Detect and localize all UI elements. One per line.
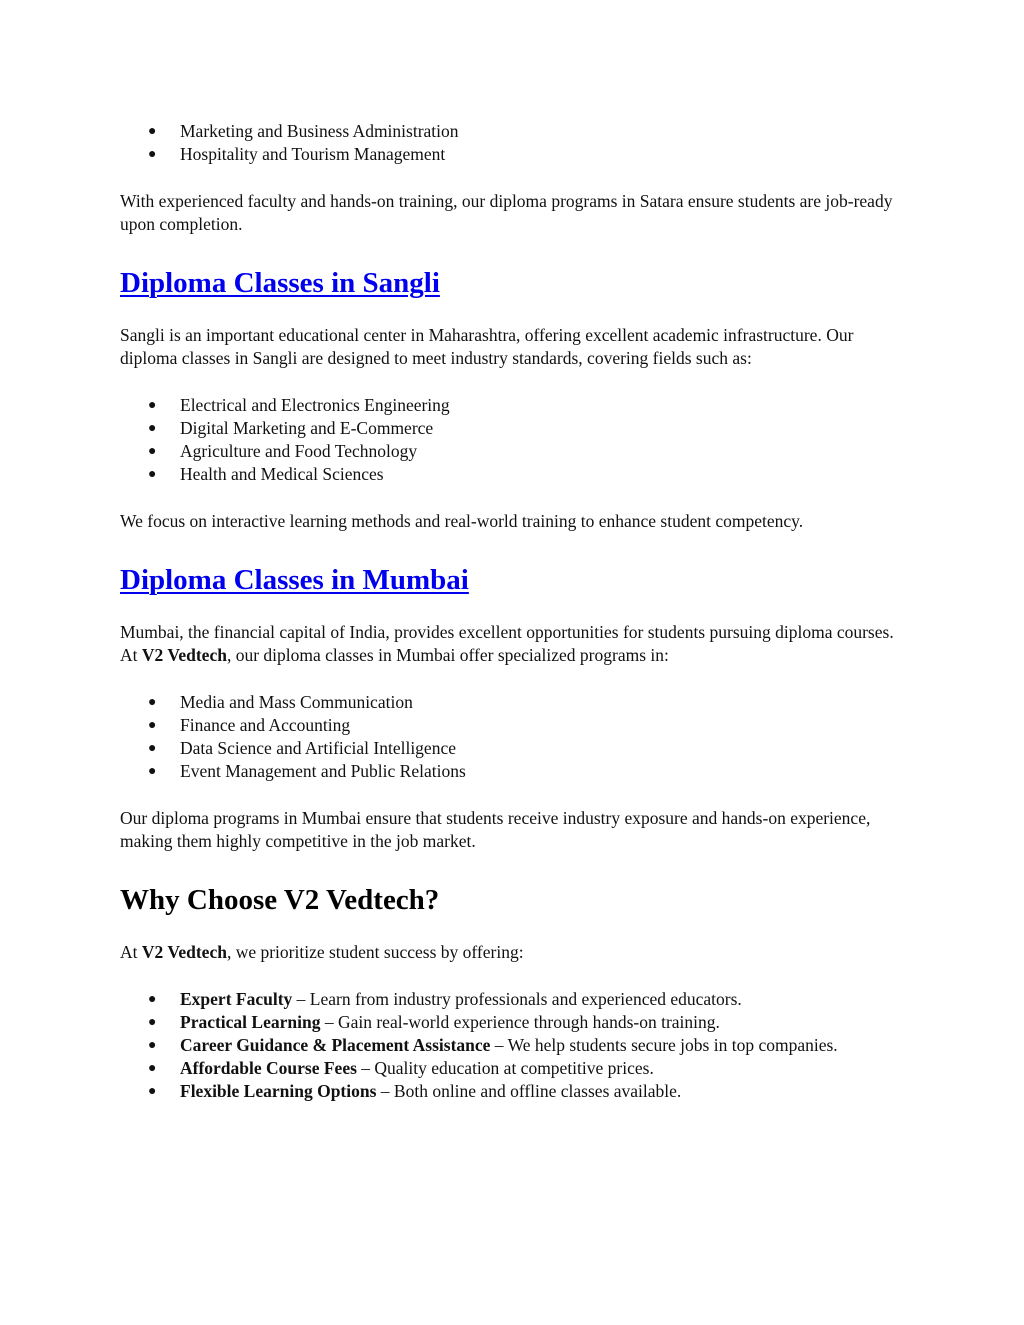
bullet-icon: ● [148,421,157,436]
bullet-icon: ● [148,444,157,459]
sangli-intro-paragraph: Sangli is an important educational center in Maharashtra, offering excellent academic infrastructure. Our diploma classes in Sangli are designed to meet industry standards, covering fields such as: [120,325,854,368]
list-item: ● Electrical and Electronics Engineering [148,395,450,415]
bullet-icon: ● [148,695,157,710]
list-item: ● Finance and Accounting [148,715,351,735]
list-item: ● Hospitality and Tourism Management [148,144,446,164]
bullet-icon: ● [148,398,157,413]
list-item: ● Event Management and Public Relations [148,761,466,781]
brand-name: V2 Vedtech [141,645,227,665]
mumbai-intro-paragraph: Mumbai, the financial capital of India, provides excellent opportunities for students pursuing diploma courses. At V2 Vedtech, our diploma classes in Mumbai offer specialized programs in: [120,622,894,665]
bullet-icon: ● [148,718,157,733]
list-item: ● Affordable Course Fees – Quality education at competitive prices. [148,1058,654,1078]
satara-closing-paragraph: With experienced faculty and hands-on training, our diploma programs in Satara ensure students are job-ready upon completion. [120,191,893,234]
list-item: ● Digital Marketing and E-Commerce [148,418,434,438]
list-item: ● Practical Learning – Gain real-world experience through hands-on training. [148,1012,720,1032]
satara-course-list [120,120,910,166]
sangli-heading-link[interactable]: Diploma Classes in Sangli [120,267,440,299]
why-choose-heading: Why Choose V2 Vedtech? [120,884,440,916]
bullet-icon: ● [148,1061,157,1076]
bullet-icon: ● [148,1015,157,1030]
bullet-icon: ● [148,124,157,139]
bullet-icon: ● [148,1038,157,1053]
bullet-icon: ● [148,741,157,756]
list-item: ● Expert Faculty – Learn from industry professionals and experienced educators. [148,989,742,1009]
list-item: ● Career Guidance & Placement Assistance – We help students secure jobs in top companies. [148,1035,838,1055]
mumbai-course-list [120,691,910,783]
document-page [120,120,910,1103]
why-intro-paragraph: At V2 Vedtech, we prioritize student success by offering: [120,942,524,962]
list-item: ● Marketing and Business Administration [148,121,459,141]
mumbai-heading-link[interactable]: Diploma Classes in Mumbai [120,564,469,596]
mumbai-closing-paragraph: Our diploma programs in Mumbai ensure that students receive industry exposure and hands-on experience, making them highly competitive in the job market. [120,808,871,851]
list-item: ● Media and Mass Communication [148,692,413,712]
bullet-icon: ● [148,467,157,482]
bullet-icon: ● [148,147,157,162]
benefits-list [120,988,910,1103]
sangli-closing-paragraph: We focus on interactive learning methods and real-world training to enhance student competency. [120,511,804,531]
list-item: ● Health and Medical Sciences [148,464,384,484]
bullet-icon: ● [148,1084,157,1099]
brand-name: V2 Vedtech [141,942,227,962]
list-item: ● Agriculture and Food Technology [148,441,418,461]
sangli-course-list [120,394,910,486]
bullet-icon: ● [148,764,157,779]
list-item: ● Data Science and Artificial Intelligence [148,738,456,758]
list-item: ● Flexible Learning Options – Both online and offline classes available. [148,1081,682,1101]
bullet-icon: ● [148,992,157,1007]
